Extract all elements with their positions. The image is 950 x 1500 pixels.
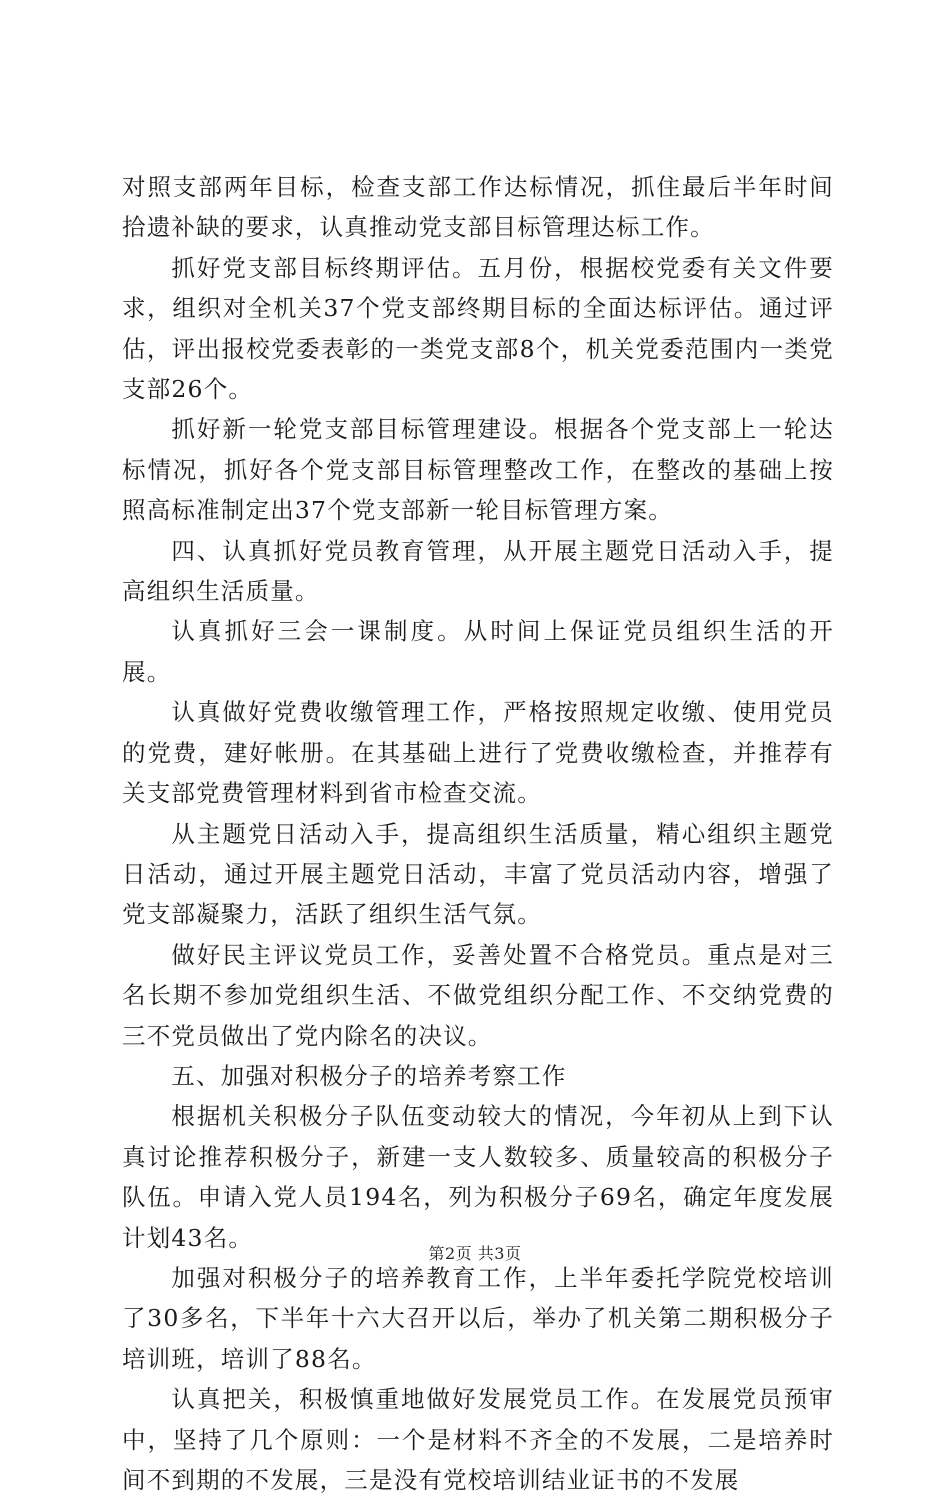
paragraph-10: 根据机关积极分子队伍变动较大的情况，今年初从上到下认真讨论推荐积极分子，新建一支人数较多、质量较高的积极分子队伍。申请入党人员194名，列为积极分子69名，确定年度发展计划43名。 [122, 1102, 834, 1252]
paragraph-5: 认真抓好三会一课制度。从时间上保证党员组织生活的开展。 [122, 617, 834, 686]
paragraph-7: 从主题党日活动入手，提高组织生活质量，精心组织主题党日活动，通过开展主题党日活动，丰富了党员活动内容，增强了党支部凝聚力，活跃了组织生活气氛。 [122, 819, 834, 929]
paragraph-6: 认真做好党费收缴管理工作，严格按照规定收缴、使用党员的党费，建好帐册。在其基础上进行了党费收缴检查，并推荐有关支部党费管理材料到省市检查交流。 [122, 698, 834, 808]
paragraph-2: 抓好党支部目标终期评估。五月份，根据校党委有关文件要求，组织对全机关37个党支部终期目标的全面达标评估。通过评估，评出报校党委表彰的一类党支部8个，机关党委范围内一类党支部26个。 [122, 253, 834, 404]
paragraph-12: 认真把关，积极慎重地做好发展党员工作。在发展党员预审中，坚持了几个原则：一个是材料不齐全的不发展，二是培养时间不到期的不发展，三是没有党校培训结业证书的不发展 [122, 1385, 834, 1494]
paragraph-1: 对照支部两年目标，检查支部工作达标情况，抓住最后半年时间拾遗补缺的要求，认真推动党支部目标管理达标工作。 [122, 173, 834, 242]
page-footer: 第2页 共3页 [428, 1244, 522, 1263]
section-heading-4: 四、认真抓好党员教育管理，从开展主题党日活动入手，提高组织生活质量。 [122, 536, 834, 606]
paragraph-8: 做好民主评议党员工作，妥善处置不合格党员。重点是对三名长期不参加党组织生活、不做党组织分配工作、不交纳党费的三不党员做出了党内除名的决议。 [122, 940, 834, 1050]
document-body [122, 167, 834, 1500]
paragraph-11: 加强对积极分子的培养教育工作，上半年委托学院党校培训了30多名，下半年十六大召开以后，举办了机关第二期积极分子培训班，培训了88名。 [122, 1263, 834, 1373]
paragraph-3: 抓好新一轮党支部目标管理建设。根据各个党支部上一轮达标情况，抓好各个党支部目标管理整改工作，在整改的基础上按照高标准制定出37个党支部新一轮目标管理方案。 [122, 415, 834, 525]
section-heading-5: 五、加强对积极分子的培养考察工作 [171, 1061, 567, 1090]
